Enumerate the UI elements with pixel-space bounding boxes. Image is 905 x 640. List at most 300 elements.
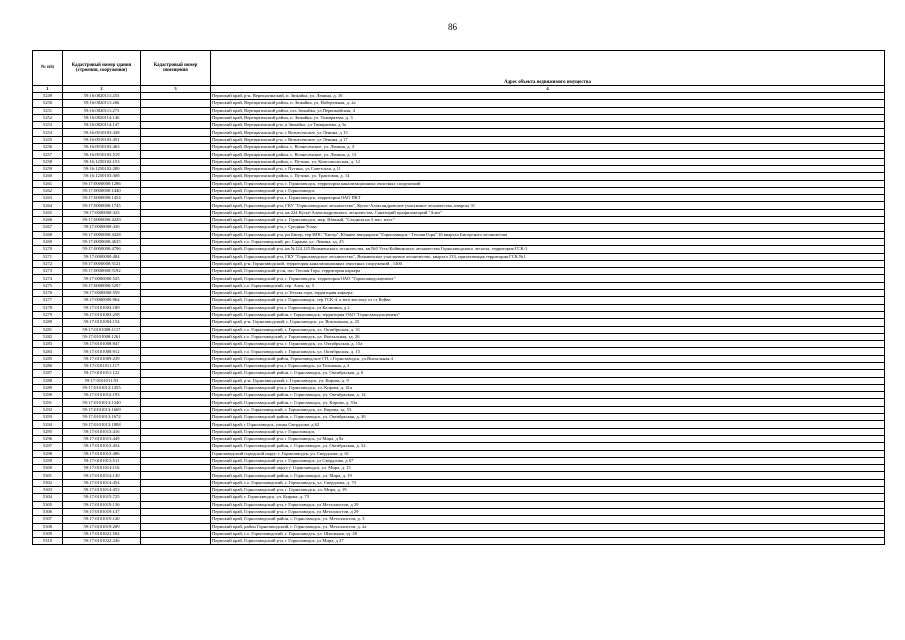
cadastral-building: 59:17:0000000:559 [63, 290, 141, 297]
address: Пермский край, Горнозаводский район, г. Горнозаводск, ул. Мира, д. 19 [211, 472, 885, 479]
row-number: 5263 [33, 195, 63, 202]
cadastral-room [141, 304, 211, 311]
address: Пермский край, Горнозаводский район, г. Горнозаводск, ул. Октябрьская, д. 52 [211, 443, 885, 450]
row-number: 5259 [33, 165, 63, 172]
cadastral-building: 59:17:0101014:130 [63, 472, 141, 479]
address: Пермский край, Верещагинский район, с. Вознесенское, ул. Ленина, д. 13 [211, 151, 885, 158]
table-row [33, 217, 885, 224]
cadastral-building: 59:16:1250102:153 [63, 158, 141, 165]
cadastral-building: 59:17:0101008:1117 [63, 326, 141, 333]
cadastral-building: 59:17:0101003:189 [63, 304, 141, 311]
address: Пермский край, Горнозаводский округ, г. Горнозаводск, ул. Мира, д. 15 [211, 465, 885, 472]
cadastral-room [141, 107, 211, 114]
row-number: 5256 [33, 144, 63, 151]
table-row [33, 282, 885, 289]
row-number: 5288 [33, 377, 63, 384]
address: Пермский край, Горнозаводский район, г. Горнозаводск, ул. Октябрьская, д. 14 [211, 392, 885, 399]
address: Пермский край, Горнозаводский р-н, г Горнозаводск, ул Свердлова, д 67 [211, 457, 885, 464]
cadastral-room [141, 370, 211, 377]
table-row [33, 195, 885, 202]
row-number: 5287 [33, 370, 63, 377]
cadastral-building: 59:16:0910103:451 [63, 136, 141, 143]
address: Пермский край, Верещагинский район, с. Путино, ул. Комсомольская, д. 12 [211, 158, 885, 165]
cadastral-room [141, 392, 211, 399]
address: Пермский край, Горнозаводский р-н, г Средняя Усьва [211, 224, 885, 231]
cadastral-building: 59:17:0101008:1261 [63, 333, 141, 340]
address: Пермский край, Горнозаводский р-н, г Горнозаводск, ул Мира, д 27 [211, 538, 885, 545]
table-row [33, 231, 885, 238]
address: Пермский край, г.о. Горнозаводский, г. Горнозаводск, ул. Октябрьская, д. 15 [211, 348, 885, 355]
row-number: 5286 [33, 362, 63, 369]
address: Пермский край, Горнозаводский р-н, кв.224 Кусье-Александровского лесничества, Санаторий профилакторий "Алит" [211, 209, 885, 216]
row-number: 5304 [33, 494, 63, 501]
cadastral-building: 59:16:0820111:266 [63, 100, 141, 107]
cadastral-room [141, 260, 211, 267]
cadastral-building: 59:17:0101011:93 [63, 377, 141, 384]
table-row [33, 355, 885, 362]
table-row [33, 457, 885, 464]
cadastral-building: 59:16:0910103:519 [63, 151, 141, 158]
cadastral-building: 59:17:0101019:136 [63, 501, 141, 508]
row-number: 5260 [33, 173, 63, 180]
row-number: 5292 [33, 406, 63, 413]
row-number: 5295 [33, 428, 63, 435]
cadastral-building: 59:17:0101013:454 [63, 443, 141, 450]
address: Пермский край, Верещагинский р-н, с Вознесенское, ул Ленина, д 15 [211, 129, 885, 136]
table-row [33, 399, 885, 406]
table-row [33, 122, 885, 129]
address: Пермский край, Горнозаводский р-н, г. Горнозаводск, территория ОАО "Горнозаводскцемент" [211, 275, 885, 282]
cadastral-room [141, 333, 211, 340]
row-number: 5262 [33, 187, 63, 194]
row-number: 5296 [33, 435, 63, 442]
address: Горнозаводский городской округ, г. Горнозаводск, ул. Свердлова, д. 61 [211, 450, 885, 457]
header-num: № п/п [33, 51, 63, 86]
table-row [33, 246, 885, 253]
cadastral-building: 59:17:0000000:323 [63, 209, 141, 216]
cadastral-building: 59:17:0000000:4796 [63, 246, 141, 253]
address: Пермский край, Верещагинский район, п. Зюкайка, ул. Набережная, д. 2а [211, 100, 885, 107]
table-row [33, 260, 885, 267]
row-number: 5269 [33, 238, 63, 245]
table-row [33, 209, 885, 216]
table-row [33, 421, 885, 428]
cadastral-building: 59:16:0820111:273 [63, 107, 141, 114]
address: Пермский край, Верещагинский р-н, с Вознесенское, ул Ленина, д 17 [211, 136, 885, 143]
cadastral-room [141, 93, 211, 100]
address: Пермский край, г.о. Горнозаводский, г. Горнозаводск, ул. Кирова, зд. 53 [211, 406, 885, 413]
row-number: 5251 [33, 107, 63, 114]
address: Пермский край, Горнозаводский р-н, г. Горнозаводск, ул. Мира, д. 19 [211, 487, 885, 494]
cadastral-building: 59:17:0101019:137 [63, 508, 141, 515]
table-row [33, 114, 885, 121]
cadastral-room [141, 151, 211, 158]
cadastral-room [141, 479, 211, 486]
table-row [33, 487, 885, 494]
address: Пермский край, Горнозаводский р-н, г Горнозаводск [211, 187, 885, 194]
row-number: 5289 [33, 384, 63, 391]
row-number: 5265 [33, 209, 63, 216]
table-row [33, 136, 885, 143]
table-row [33, 144, 885, 151]
address: Пермский край, Горнозаводский р-н, г Горнозаводск, ул Тельмана, д 4 [211, 362, 885, 369]
cadastral-building: 59:17:0000000:1745 [63, 202, 141, 209]
table-row [33, 290, 885, 297]
cadastral-room [141, 129, 211, 136]
cadastral-building: 59:16:0910103:438 [63, 129, 141, 136]
row-number: 5284 [33, 348, 63, 355]
cadastral-building: 59:17:0101022:246 [63, 538, 141, 545]
cadastral-room [141, 523, 211, 530]
address: Пермский край, Горнозаводский р-н, г Горнозаводск, тер ГСК-4, к юго-востоку от ст Койва [211, 297, 885, 304]
address: Пермский край, Горнозаводский р-н, г Горнозаводск [211, 428, 885, 435]
row-number: 5272 [33, 260, 63, 267]
row-number: 5275 [33, 282, 63, 289]
cadastral-building: 59:17:0101019:140 [63, 516, 141, 523]
table-row [33, 435, 885, 442]
address: Пермский край, Горнозаводский район, г. Горнозаводск, ул. Октябрьская, д. 30 [211, 414, 885, 421]
cadastral-building: 59:17:0101015:725 [63, 494, 141, 501]
table-row [33, 501, 885, 508]
cadastral-room [141, 195, 211, 202]
cadastral-room [141, 202, 211, 209]
row-number: 5280 [33, 319, 63, 326]
row-number: 5282 [33, 333, 63, 340]
cadastral-building: 59:17:0101012:193 [63, 392, 141, 399]
address: Пермский край, Горнозаводский р-н, г Горнозаводск, ул Металлистов, д 29 [211, 501, 885, 508]
table-row [33, 523, 885, 530]
cadastral-room [141, 238, 211, 245]
cadastral-room [141, 114, 211, 121]
table-row [33, 414, 885, 421]
address: Пермский край, Верещагинский район, с. Путино, ул. Трактовая, д. 14 [211, 173, 885, 180]
table-row [33, 472, 885, 479]
address: Пермский край, Горнозаводский р-н, ГКУ "Горнозаводское лесничество", Вильвенское участковое лесничество, квартал 133, прилегающая территория ГСК №1 [211, 253, 885, 260]
row-number: 5297 [33, 443, 63, 450]
table-row [33, 479, 885, 486]
address: Пермский край, г.о. Горнозаводский, г. Горнозаводск, ул. Школьная, зд. 28 [211, 530, 885, 537]
address: Пермский край, г Горнозаводск, улица Свердлова, д.62 [211, 421, 885, 428]
cadastral-room [141, 457, 211, 464]
cadastral-room [141, 377, 211, 384]
row-number: 5294 [33, 421, 63, 428]
row-number: 5299 [33, 457, 63, 464]
row-number: 5254 [33, 129, 63, 136]
table-row [33, 333, 885, 340]
row-number: 5309 [33, 530, 63, 537]
row-number: 5252 [33, 114, 63, 121]
property-table [32, 50, 885, 545]
cadastral-room [141, 508, 211, 515]
cadastral-room [141, 173, 211, 180]
cadastral-building: 59:17:0101008:847 [63, 341, 141, 348]
cadastral-room [141, 246, 211, 253]
address: Пермский край, Горнозаводский р-н, г. Горнозаводск, территория канализационных очистных сооружений [211, 180, 885, 187]
cadastral-building: 59:17:0000000:525 [63, 275, 141, 282]
cadastral-building: 59:16:0820111:253 [63, 93, 141, 100]
address: Пермский край, Горнозаводский р-он, пос Теплая-Гора, территория карьера [211, 268, 885, 275]
address: Пермский край, Горнозаводский р-н, г Горнозаводск, ул Металлистов, д 29 [211, 508, 885, 515]
cadastral-building: 59:16:0910103:463 [63, 144, 141, 151]
address: Пермский край, Верещагинский район, пос.Зюкайка, ул.Первомайская, 4 [211, 107, 885, 114]
address: Пермский край, Горнозаводский район, г Горнозаводск, территория ОАО "Горнозаводскцемент" [211, 311, 885, 318]
address: Пермский край, р-н. Горнозаводский, территория канализационных очистных сооружений , 1400 [211, 260, 885, 267]
cadastral-building: 59:17:0101013:449 [63, 435, 141, 442]
table-row [33, 348, 885, 355]
row-number: 5310 [33, 538, 63, 545]
cadastral-building: 59:17:0101019:289 [63, 523, 141, 530]
row-number: 5279 [33, 311, 63, 318]
cadastral-building: 59:17:0101013:511 [63, 457, 141, 464]
table-row [33, 158, 885, 165]
row-number: 5298 [33, 450, 63, 457]
table-row [33, 202, 885, 209]
cadastral-building: 59:17:0101013:1340 [63, 399, 141, 406]
row-number: 5293 [33, 414, 63, 421]
row-number: 5261 [33, 180, 63, 187]
cadastral-room [141, 530, 211, 537]
table-row [33, 129, 885, 136]
cadastral-building: 59:17:0101014:454 [63, 479, 141, 486]
cadastral-room [141, 414, 211, 421]
cadastral-building: 59:17:0101011:122 [63, 370, 141, 377]
address: Пермский край, Горнозаводский р-н, г Горнозаводск, ул Калинина, д 2 [211, 304, 885, 311]
address: Пермский край, Верещагинский р-н, с Путино, ул Советская, д 11 [211, 165, 885, 172]
cadastral-room [141, 275, 211, 282]
column-number: 4 [211, 86, 885, 93]
cadastral-building: 59:17:0101004:154 [63, 319, 141, 326]
page-number: 86 [448, 22, 457, 32]
table-row [33, 151, 885, 158]
table-row [33, 224, 885, 231]
address: Пермский край, г.о. Горнозаводский, тер. Алит, зд. 5 [211, 282, 885, 289]
row-number: 5283 [33, 341, 63, 348]
cadastral-room [141, 384, 211, 391]
cadastral-room [141, 311, 211, 318]
table-row [33, 297, 885, 304]
table-row [33, 275, 885, 282]
cadastral-room [141, 290, 211, 297]
address: Пермский край, г.о. Горнозаводский, рп. Сараны, ул. Ленина, зд. 25 [211, 238, 885, 245]
cadastral-building: 59:17:0000000:5121 [63, 260, 141, 267]
cadastral-room [141, 362, 211, 369]
table-row [33, 494, 885, 501]
cadastral-building: 59:17:0000000:1286 [63, 180, 141, 187]
address: Пермский край, р-н. Горнозаводский, г. Горнозаводск, ул. Вокзальная, д. 25 [211, 319, 885, 326]
cadastral-building: 59:17:0000000:5192 [63, 268, 141, 275]
address: Пермский край, Горнозаводский р-н, г Горнозаводск, ул Мира, д 8а [211, 435, 885, 442]
table-row [33, 362, 885, 369]
address: Пермский край, Верещагинский район, с. Вознесенское, ул. Ленина, д. 3 [211, 144, 885, 151]
row-number: 5307 [33, 516, 63, 523]
row-number: 5258 [33, 158, 63, 165]
cadastral-room [141, 326, 211, 333]
address: Пермский край, район Горнозаводский, г. Горнозаводск, ул. Металлистов, д. 2а [211, 523, 885, 530]
cadastral-room [141, 538, 211, 545]
cadastral-room [141, 253, 211, 260]
cadastral-building: 59:17:0000000:4328 [63, 231, 141, 238]
column-numbers-row [33, 86, 885, 93]
table-row [33, 443, 885, 450]
row-number: 5274 [33, 275, 63, 282]
cadastral-building: 59:16:0820114:147 [63, 122, 141, 129]
row-number: 5253 [33, 122, 63, 129]
address: Пермский край, р-н. Верещагинский, п. Зюкайка, ул. Ленина, д. 16 [211, 93, 885, 100]
table-body [33, 93, 885, 545]
table-row [33, 107, 885, 114]
row-number: 5268 [33, 231, 63, 238]
cadastral-building: 59:17:0000000:430 [63, 224, 141, 231]
cadastral-room [141, 209, 211, 216]
table-row [33, 173, 885, 180]
cadastral-building: 59:17:0101021:504 [63, 530, 141, 537]
table-row [33, 406, 885, 413]
cadastral-building: 59:17:0101013:1808 [63, 421, 141, 428]
cadastral-building: 59:17:0101011:117 [63, 362, 141, 369]
cadastral-building: 59:17:0101008:912 [63, 348, 141, 355]
row-number: 5285 [33, 355, 63, 362]
cadastral-building: 59:17:0000000:1454 [63, 195, 141, 202]
row-number: 5266 [33, 217, 63, 224]
cadastral-room [141, 435, 211, 442]
address: Пермский край, Верещагинский р-н, п Зюкайка, ул Тимирязева, д 3а [211, 122, 885, 129]
row-number: 5257 [33, 151, 63, 158]
address: Пермский край, г.о. Горнозаводский, г. Горнозаводск, ул. Свердлова, д. 73 [211, 479, 885, 486]
cadastral-building: 59:16:1250102:280 [63, 165, 141, 172]
row-number: 5302 [33, 479, 63, 486]
row-number: 5303 [33, 487, 63, 494]
address: Пермский край, Горнозаводский р-н, ГКУ "Горнозаводское лесничество", Кусье-Александровское участковое лесничество, квартал 31 [211, 202, 885, 209]
cadastral-room [141, 100, 211, 107]
cadastral-room [141, 122, 211, 129]
address: Пермский край, р-н. Горнозаводский, г. Горнозаводск, ул. Кирова, д. 9 [211, 377, 885, 384]
row-number: 5291 [33, 399, 63, 406]
cadastral-room [141, 217, 211, 224]
cadastral-room [141, 421, 211, 428]
table-row [33, 268, 885, 275]
address: Пермский край, Горнозаводский р-н, г. Горнозаводск, мкр. Южный, "Стадион на 3 тыс. мест" [211, 217, 885, 224]
cadastral-room [141, 224, 211, 231]
row-number: 5267 [33, 224, 63, 231]
cadastral-room [141, 472, 211, 479]
table-row [33, 180, 885, 187]
table-row [33, 238, 885, 245]
table-row [33, 538, 885, 545]
cadastral-building: 59:17:0101013:1669 [63, 406, 141, 413]
cadastral-building: 59:17:0000000:1440 [63, 187, 141, 194]
cadastral-room [141, 516, 211, 523]
row-number: 5250 [33, 100, 63, 107]
cadastral-room [141, 144, 211, 151]
cadastral-room [141, 297, 211, 304]
table-row [33, 304, 885, 311]
table-row [33, 392, 885, 399]
row-number: 5270 [33, 246, 63, 253]
row-number: 5249 [33, 93, 63, 100]
table-row [33, 341, 885, 348]
cadastral-room [141, 268, 211, 275]
cadastral-room [141, 319, 211, 326]
header-cadastral-room: Кадастровый номер помещения [141, 51, 211, 86]
cadastral-building: 59:17:0000000:5297 [63, 282, 141, 289]
cadastral-building: 59:17:0000000:4229 [63, 217, 141, 224]
cadastral-room [141, 165, 211, 172]
table-row [33, 165, 885, 172]
row-number: 5281 [33, 326, 63, 333]
table-row [33, 311, 885, 318]
cadastral-room [141, 465, 211, 472]
address: Пермский край, Горнозаводский район, г. Горнозаводск, ул. Кирова, д. 53а [211, 399, 885, 406]
table-row [33, 377, 885, 384]
table-row [33, 530, 885, 537]
address: Пермский край, Горнозаводский район, г. Горнозаводск, ул. Октябрьская, д. 6 [211, 370, 885, 377]
cadastral-room [141, 501, 211, 508]
cadastral-building: 59:17:0101009:239 [63, 355, 141, 362]
cadastral-room [141, 231, 211, 238]
column-number: 3 [141, 86, 211, 93]
cadastral-building: 59:17:0000000:964 [63, 297, 141, 304]
header-address: Адрес объекта недвижимого имущества [211, 51, 885, 86]
cadastral-building: 59:16:0820114:146 [63, 114, 141, 121]
cadastral-building: 59:17:0000000:4635 [63, 238, 141, 245]
address: Пермский край, г. Горнозаводск, ул. Кирова, д. 73 [211, 494, 885, 501]
cadastral-room [141, 348, 211, 355]
row-number: 5305 [33, 501, 63, 508]
cadastral-room [141, 487, 211, 494]
address: Пермский край, Горнозаводский р-н, рп Бисер, тер НПС "Бисер". Южнее автодороги "Горнозаводск - Теплая Гора" 16 квартал Бисерского лесничества [211, 231, 885, 238]
header-cadastral-building: Кадастровый номер здания (строения, сооружения) [63, 51, 141, 86]
table-row [33, 384, 885, 391]
row-number: 5255 [33, 136, 63, 143]
address: Пермский край, Горнозаводский р-н, г. Горнозаводск, территория ОАО ПКТ [211, 195, 885, 202]
table-row [33, 319, 885, 326]
column-number: 2 [63, 86, 141, 93]
table-row [33, 253, 885, 260]
table-row [33, 187, 885, 194]
cadastral-room [141, 180, 211, 187]
row-number: 5301 [33, 472, 63, 479]
address: Пермский край, Горнозаводский р-н, кв.№124,125 Вильвенского лесничества, кв.№0 Усть-Койвинского лесничества Горнозаводского лесхоза, территория ГСК-1 [211, 246, 885, 253]
address: Пермский край, г.о. Горнозаводский, г. Горнозаводск, ул. Вокзальная, зд. 26 [211, 333, 885, 340]
cadastral-building: 59:17:0101013:486 [63, 450, 141, 457]
cadastral-room [141, 428, 211, 435]
row-number: 5290 [33, 392, 63, 399]
cadastral-room [141, 406, 211, 413]
cadastral-room [141, 341, 211, 348]
row-number: 5264 [33, 202, 63, 209]
cadastral-building: 59:17:0000000:484 [63, 253, 141, 260]
table-row [33, 100, 885, 107]
table-row [33, 326, 885, 333]
row-number: 5308 [33, 523, 63, 530]
address: Пермский край, Верещагинский район, п. Зюкайка, ул. Тимирязева, д. 3 [211, 114, 885, 121]
table-row [33, 428, 885, 435]
cadastral-building: 59:17:0101014:116 [63, 465, 141, 472]
address: Пермский край, Горнозаводский район, г. Горнозаводск, ул. Металлистов, д. 3 [211, 516, 885, 523]
table-row [33, 465, 885, 472]
address: Пермский край, Горнозаводский р-н, г. Горнозаводск, ул. Октябрьская, д. 15а [211, 341, 885, 348]
column-number: 1 [33, 86, 63, 93]
row-number: 5277 [33, 297, 63, 304]
cadastral-room [141, 399, 211, 406]
table-row [33, 370, 885, 377]
cadastral-room [141, 443, 211, 450]
cadastral-room [141, 450, 211, 457]
address: Пермский край, Горнозаводский р-н, п Теплая гора, территория карьера [211, 290, 885, 297]
cadastral-building: 59:17:0101012:1455 [63, 384, 141, 391]
row-number: 5306 [33, 508, 63, 515]
cadastral-room [141, 355, 211, 362]
